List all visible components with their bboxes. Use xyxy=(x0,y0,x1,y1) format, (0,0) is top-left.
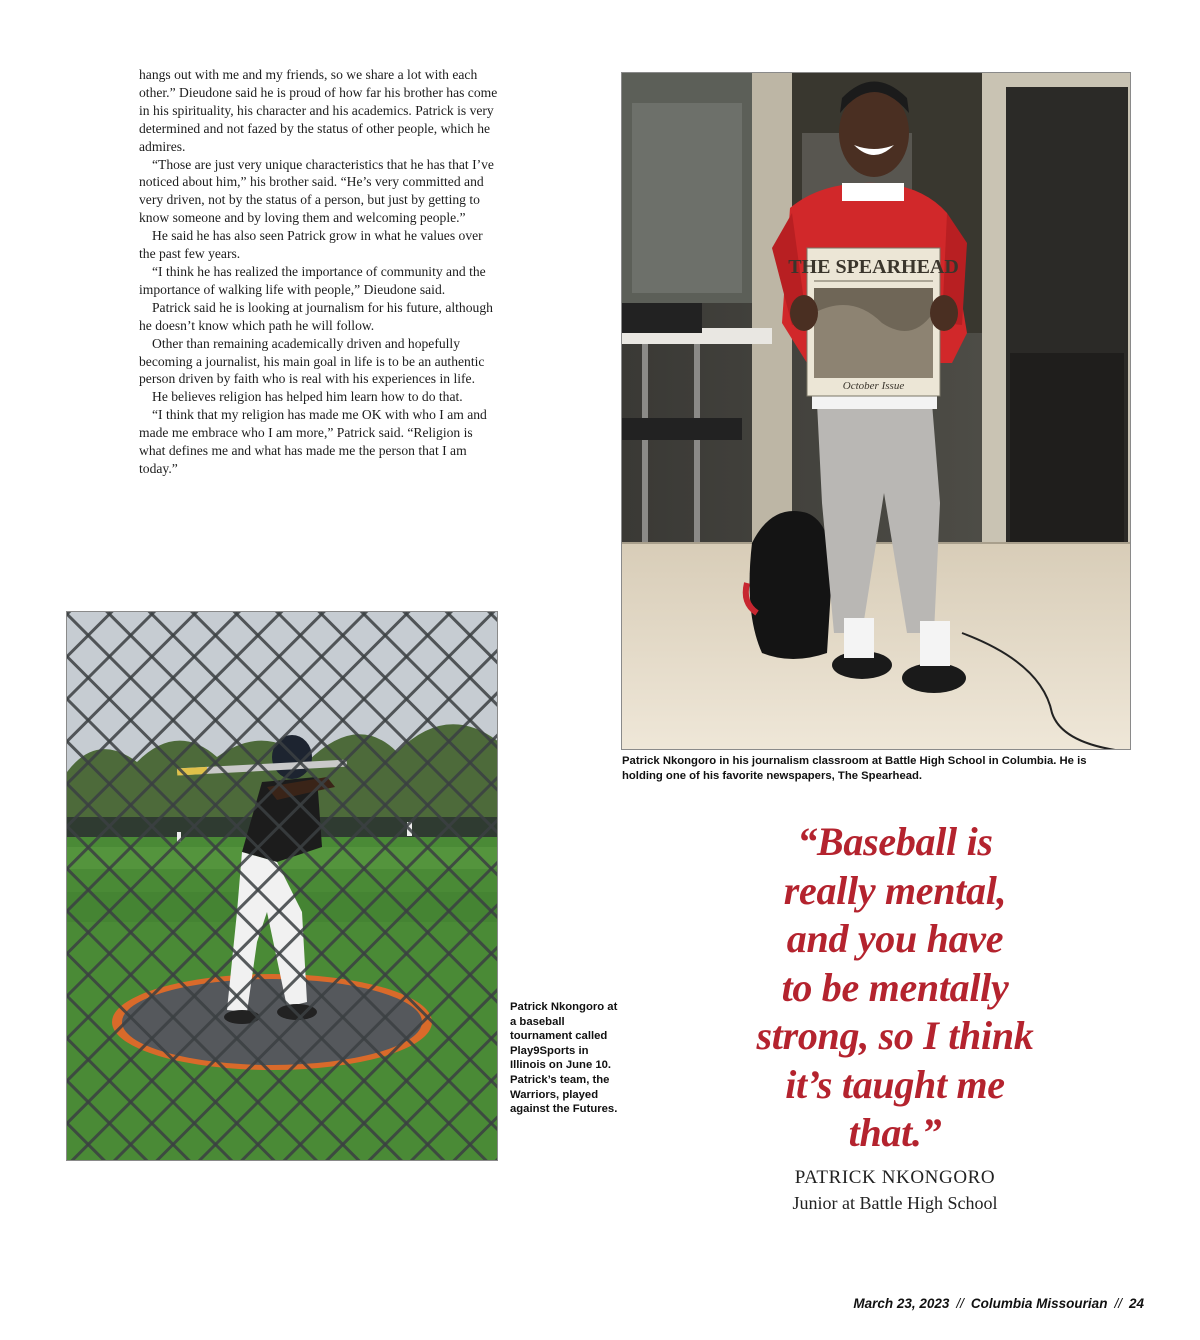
story-paragraph: He believes religion has helped him learn how to do that. xyxy=(152,389,463,405)
pull-quote-line: “Baseball is xyxy=(797,819,993,864)
story-paragraph: He said he has also seen Patrick grow in what he values over the past few years. xyxy=(139,228,483,262)
story-paragraph: hangs out with me and my friends, so we share a lot with each other.” Dieudone said he is proud of how far his brother has come in his spirituality, his character and his academics. Patrick is very determined and not fazed by the status of other people, which he admires. xyxy=(139,67,498,154)
story-column xyxy=(139,66,499,478)
pull-quote-attribution-name: PATRICK NKONGORO xyxy=(794,1167,996,1188)
pull-quote xyxy=(700,818,1090,1158)
newspaper-issue: October Issue xyxy=(842,380,905,392)
story-paragraph: Patrick said he is looking at journalism for his future, although he doesn’t know which path he will follow. xyxy=(139,299,493,333)
footer-separator: // xyxy=(956,1296,964,1311)
pull-quote-line: and you have xyxy=(786,916,1004,961)
story-paragraph: “Those are just very unique characteristics that he has that I’ve noticed about him,” his brother said. “He’s very committed and very driven, not by the status of a person, but just by getting to know someone and by loving them and welcoming people.” xyxy=(139,156,494,226)
footer-page-number: 24 xyxy=(1128,1296,1144,1311)
pull-quote-line: strong, so I think xyxy=(756,1013,1034,1058)
baseball-photo xyxy=(66,611,498,1161)
story-paragraph: “I think that my religion has made me OK with who I am and made me embrace who I am more,” Patrick said. “Religion is what defines me and what has made me the person that I am today.” xyxy=(139,407,487,476)
footer-separator: // xyxy=(1114,1296,1122,1311)
pull-quote-line: it’s taught me xyxy=(785,1061,1005,1107)
pull-quote-line: really mental, xyxy=(783,867,1007,913)
portrait-photo xyxy=(621,72,1131,750)
portrait-illustration xyxy=(622,73,1131,750)
page-footer xyxy=(853,1296,1144,1311)
pull-quote-line: that.” xyxy=(848,1110,942,1155)
story-paragraph: “I think he has realized the importance of community and the importance of walking life with people,” Dieudone said. xyxy=(139,263,486,297)
story-paragraph: Other than remaining academically driven and hopefully becoming a journalist, his main goal in life is to be an authentic person driven by faith who is real with his experiences in life. xyxy=(139,335,485,387)
baseball-illustration xyxy=(67,612,498,1161)
newspaper-masthead: THE SPEARHEAD xyxy=(788,256,959,278)
portrait-photo-caption: Patrick Nkongoro in his journalism classroom at Battle High School in Columbia. He is holding one of his favorite newspapers, The Spearhead. xyxy=(622,755,1087,782)
baseball-photo-caption: Patrick Nkongoro at a baseball tournament called Play9Sports in Illinois on June 10. Patrick’s team, the Warriors, played against the Futures. xyxy=(510,1001,618,1116)
pull-quote-attribution-role: Junior at Battle High School xyxy=(792,1193,998,1213)
pull-quote-line: to be mentally xyxy=(781,964,1009,1010)
footer-publication: Columbia Missourian xyxy=(970,1296,1108,1311)
footer-date: March 23, 2023 xyxy=(853,1296,950,1311)
